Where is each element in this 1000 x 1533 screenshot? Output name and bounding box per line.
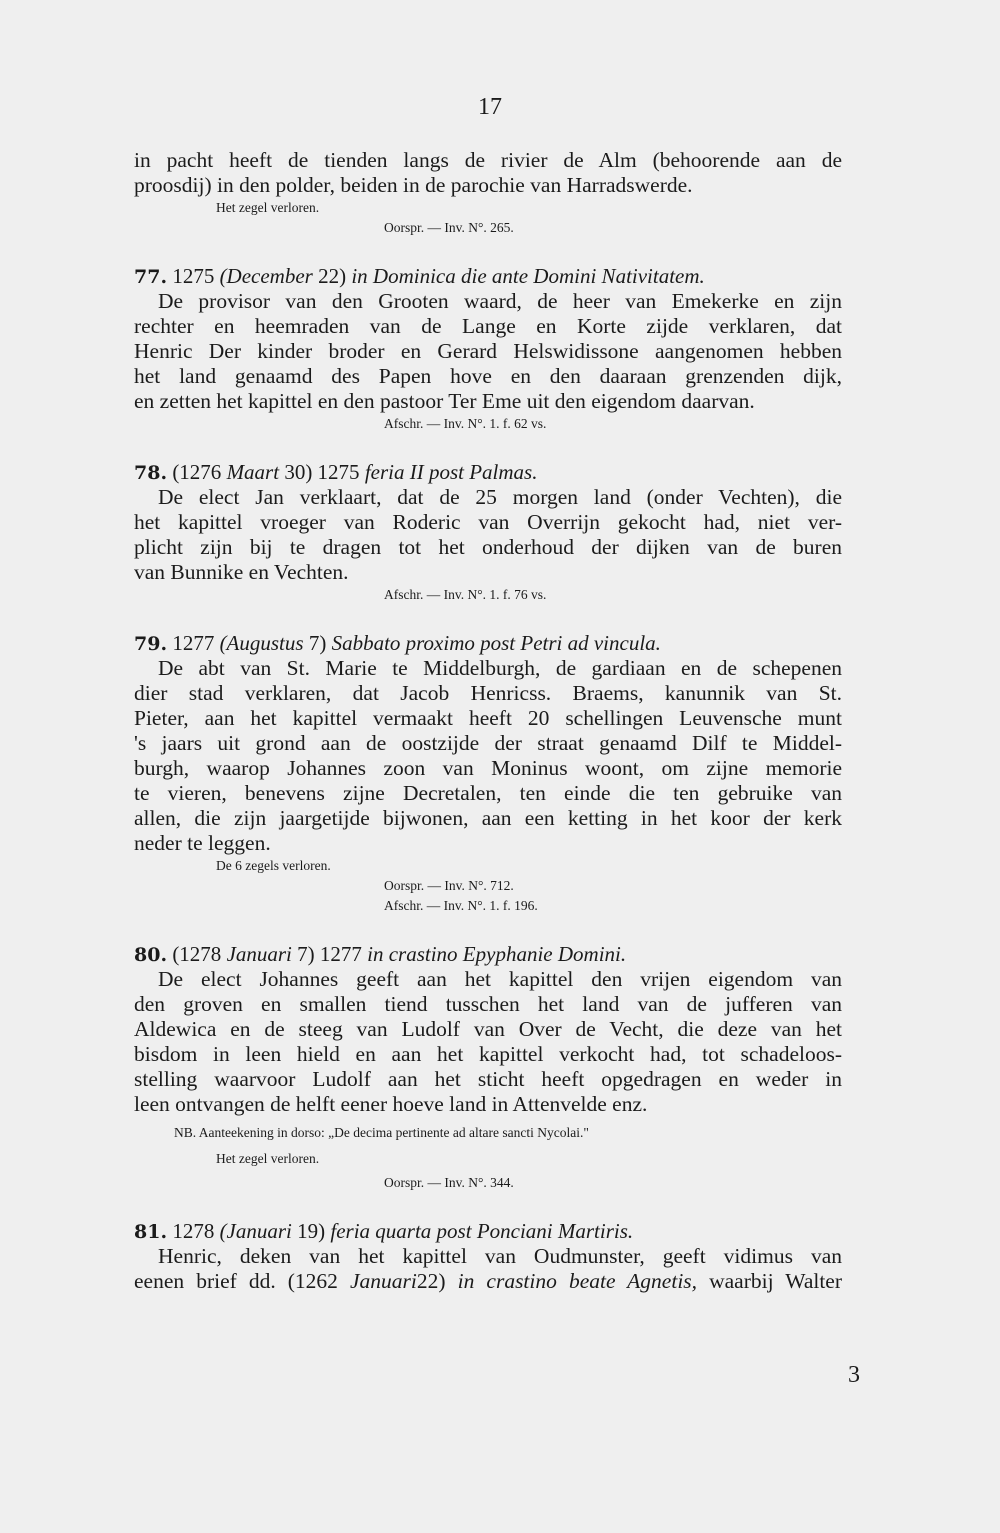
entry-year: (1278	[172, 942, 222, 966]
text-line: rechter en heemraden van de Lange en Korte zijde verklaren, dat	[134, 314, 842, 338]
entry-day: 30) 1275	[284, 460, 360, 484]
text-line: den groven en smallen tiend tusschen het land van de jufferen van	[134, 992, 842, 1016]
nb-note: NB. Aanteekening in dorso: „De decima pertinente ad altare sancti Nycolai."	[174, 1125, 589, 1140]
entry-81	[134, 1219, 842, 1294]
entry-number: 79.	[134, 633, 168, 655]
page-number: 17	[478, 94, 502, 120]
text-line: burgh, waarop Johannes zoon van Moninus woont, om zijne memorie	[134, 756, 842, 780]
entry-heading	[134, 460, 842, 485]
entry-year: 1275	[172, 264, 215, 288]
page-body	[134, 148, 842, 1294]
text-line: in pacht heeft de tienden langs de rivier de Alm (behoorende aan de	[134, 148, 842, 172]
text-line: Aldewica en de steeg van Ludolf van Over de Vecht, die deze van het	[134, 1017, 842, 1041]
entry-80	[134, 942, 842, 1193]
entry-number: 78.	[134, 462, 168, 484]
text-line: dier stad verklaren, dat Jacob Henricss. Braems, kanunnik van St.	[134, 681, 842, 705]
source-note: Afschr. — Inv. N°. 1. f. 76 vs.	[384, 587, 547, 602]
entry-continuation	[134, 148, 842, 238]
entry-heading	[134, 942, 842, 967]
entry-year: (1276	[172, 460, 222, 484]
seal-note: Het zegel verloren.	[216, 1151, 320, 1166]
text-line: 's jaars uit grond aan de oostzijde der straat genaamd Dilf te Middel-	[134, 731, 842, 755]
source-note: Oorspr. — Inv. N°. 265.	[384, 220, 514, 235]
entry-latin-date: in crastino Epyphanie Domini.	[367, 942, 627, 966]
entry-79	[134, 631, 842, 916]
signature-mark: 3	[848, 1362, 860, 1388]
entry-number: 77.	[134, 266, 168, 288]
entry-day: 7)	[308, 631, 327, 655]
entry-month: (Augustus	[219, 631, 304, 655]
entry-day: 22)	[318, 264, 347, 288]
source-note: Oorspr. — Inv. N°. 712.	[384, 878, 514, 893]
text-line: neder te leggen.	[134, 831, 271, 855]
text-fragment-latin: in crastino beate Agnetis,	[457, 1269, 698, 1293]
entry-latin-date: feria quarta post Ponciani Martiris.	[330, 1219, 634, 1243]
entry-heading	[134, 264, 842, 289]
text-line: van Bunnike en Vechten.	[134, 560, 349, 584]
source-note: Oorspr. — Inv. N°. 344.	[384, 1175, 514, 1190]
text-line: het kapittel vroeger van Roderic van Overrijn gekocht had, niet ver-	[134, 510, 842, 534]
entry-year: 1277	[172, 631, 215, 655]
entry-78	[134, 460, 842, 605]
text-line: stelling waarvoor Ludolf aan het sticht heeft opgedragen en weder in	[134, 1067, 842, 1091]
seal-note: Het zegel verloren.	[216, 200, 320, 215]
entry-month: (December	[219, 264, 313, 288]
entry-month: (Januari	[219, 1219, 292, 1243]
source-note: Afschr. — Inv. N°. 1. f. 196.	[384, 898, 538, 913]
text-line: allen, die zijn jaargetijde bijwonen, aan een ketting in het koor der kerk	[134, 806, 842, 830]
entry-latin-date: Sabbato proximo post Petri ad vincula.	[331, 631, 661, 655]
entry-number: 81.	[134, 1221, 168, 1243]
text-line: Henric Der kinder broder en Gerard Helswidissone aangenomen hebben	[134, 339, 842, 363]
text-line: De elect Jan verklaart, dat de 25 morgen land (onder Vechten), die	[158, 485, 842, 509]
text-line: De provisor van den Grooten waard, de heer van Emekerke en zijn	[158, 289, 842, 313]
text-line: leen ontvangen de helft eener hoeve land in Attenvelde enz.	[134, 1092, 648, 1116]
text-line: bisdom in leen hield en aan het kapittel verkocht had, tot schadeloos-	[134, 1042, 842, 1066]
text-line: het land genaamd des Papen hove en den daaraan grenzenden dijk,	[134, 364, 842, 388]
text-line: plicht zijn bij te dragen tot het onderhoud der dijken van de buren	[134, 535, 842, 559]
entry-heading	[134, 1219, 842, 1244]
entry-heading	[134, 631, 842, 656]
entry-day: 19)	[297, 1219, 326, 1243]
entry-latin-date: in Dominica die ante Domini Nativitatem.	[351, 264, 705, 288]
text-line: Henric, deken van het kapittel van Oudmunster, geeft vidimus van	[158, 1244, 842, 1268]
text-fragment-month: Januari	[350, 1269, 417, 1293]
seal-note: De 6 zegels verloren.	[216, 858, 331, 873]
text-line: te vieren, benevens zijne Decretalen, ten einde die ten gebruike van	[134, 781, 842, 805]
entry-77	[134, 264, 842, 434]
source-note: Afschr. — Inv. N°. 1. f. 62 vs.	[384, 416, 547, 431]
text-line: proosdij) in den polder, beiden in de parochie van Harradswerde.	[134, 173, 693, 197]
entry-day: 7) 1277	[297, 942, 362, 966]
text-line: Pieter, aan het kapittel vermaakt heeft 20 schellingen Leuvensche munt	[134, 706, 842, 730]
text-line	[134, 1269, 842, 1294]
text-line: De abt van St. Marie te Middelburgh, de gardiaan en de schepenen	[158, 656, 842, 680]
text-fragment: waarbij Walter	[709, 1269, 843, 1293]
text-fragment: 22)	[416, 1269, 446, 1293]
text-line: De elect Johannes geeft aan het kapittel den vrijen eigendom van	[158, 967, 842, 991]
entry-month: Januari	[226, 942, 292, 966]
entry-number: 80.	[134, 944, 168, 966]
entry-latin-date: feria II post Palmas.	[364, 460, 538, 484]
entry-year: 1278	[172, 1219, 215, 1243]
text-fragment: eenen brief dd. (1262	[134, 1269, 338, 1293]
entry-month: Maart	[226, 460, 280, 484]
text-line: en zetten het kapittel en den pastoor Ter Eme uit den eigendom daarvan.	[134, 389, 755, 413]
